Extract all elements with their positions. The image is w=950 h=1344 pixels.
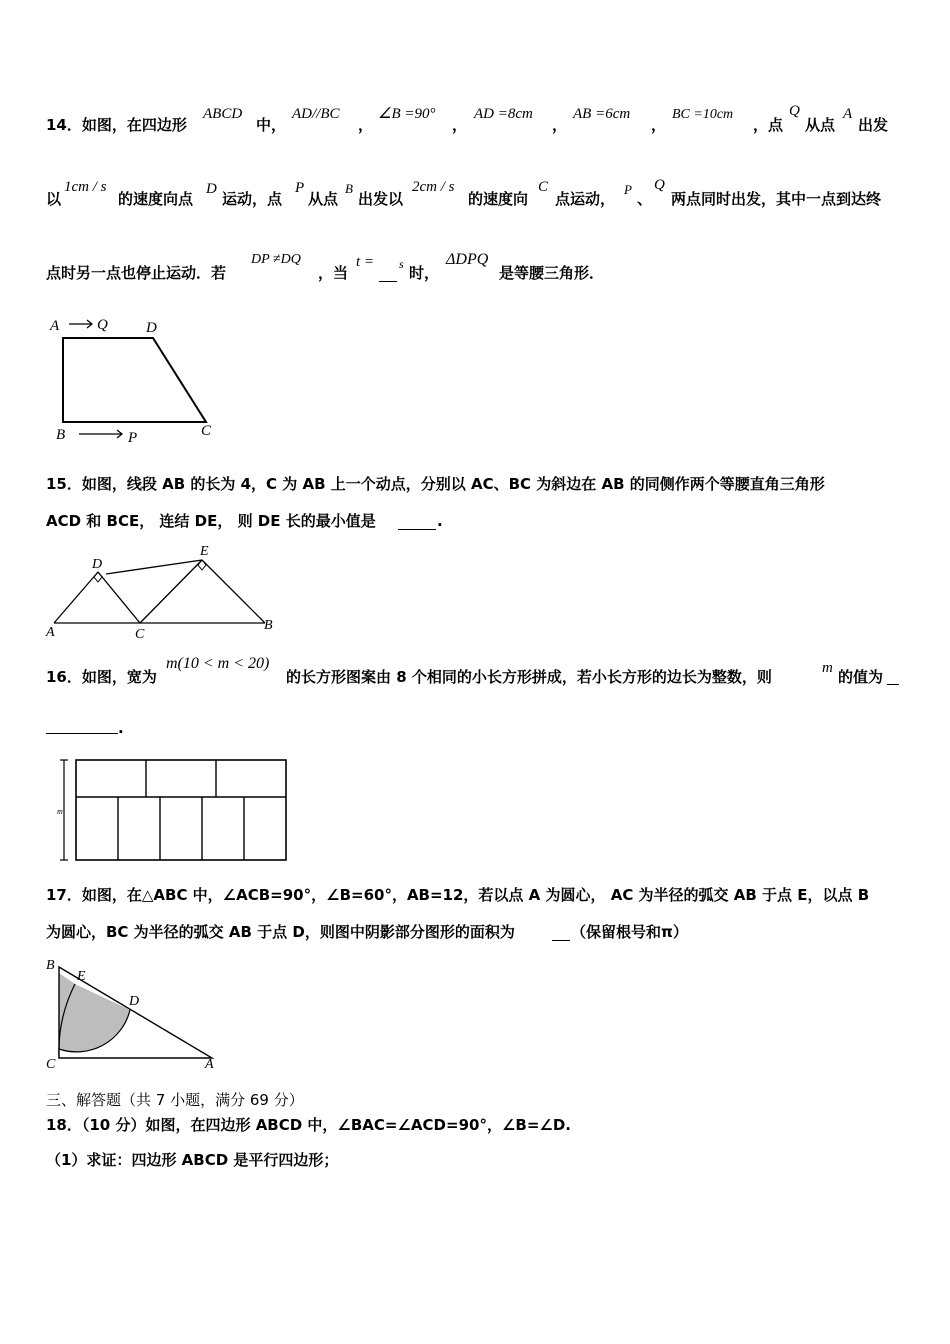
q16-mid: 的长方形图案由 8 个相同的小长方形拼成，若小长方形的边长为整数，则 — [286, 668, 772, 686]
q14-text: 点时另一点也停止运动．若 — [46, 264, 227, 282]
q14-fig-label-d: D — [146, 320, 157, 336]
q14-fig-label-p: P — [128, 430, 138, 446]
q17-line-2: 为圆心，BC 为半径的弧交 AB 于点 D，则图中阴影部分图形的面积为 — [46, 923, 515, 941]
q14-fig-label-q: Q — [97, 317, 108, 333]
q15-line-2: ACD 和 BCE， 连结 DE， 则 DE 长的最小值是 — [46, 512, 376, 530]
q17-figure-triangle — [40, 955, 225, 1075]
q14-math-q: Q — [789, 103, 800, 119]
q14-text: 从点 — [308, 190, 339, 208]
q14-text: 中， — [256, 116, 287, 134]
q17-fig-label-a: A — [205, 1057, 214, 1072]
q14-math-b: B — [345, 181, 353, 196]
q16-fig-label-m: m — [57, 807, 63, 816]
q16-figure-rectangles — [46, 750, 296, 868]
q14-answer-blank[interactable] — [379, 281, 397, 282]
q14-math-v2: 2cm / s — [412, 179, 455, 195]
q14-math-d: D — [206, 181, 217, 197]
q18-line-1: 18．（10 分）如图，在四边形 ABCD 中，∠BAC=∠ACD=90°，∠B=∠D. — [46, 1116, 571, 1134]
q16-tail: 的值为 — [838, 668, 884, 686]
q17-fig-label-e: E — [77, 969, 86, 984]
q14-text: 从点 — [805, 116, 836, 134]
q14-text: ，当 — [318, 264, 349, 282]
q14-math-s: s — [399, 257, 404, 271]
q14-math-t: t = — [356, 254, 375, 270]
q16-answer-blank-start[interactable] — [887, 684, 899, 685]
q14-text: 、 — [637, 190, 653, 208]
q14-text: ， — [452, 116, 468, 134]
q14-text: 出发以 — [358, 190, 404, 208]
q16-math-m: m — [822, 660, 833, 676]
q17-line-1: 17．如图，在△ABC 中，∠ACB=90°，∠B=60°，AB=12，若以点 A 为圆心， AC 为半径的弧交 AB 于点 E，以点 B — [46, 886, 870, 904]
q15-fig-label-b: B — [264, 618, 273, 633]
q14-fig-label-a: A — [50, 318, 60, 334]
q14-fig-label-b: B — [56, 427, 66, 443]
q14-math-triangle: ΔDPQ — [446, 251, 489, 268]
q16-answer-blank[interactable] — [46, 733, 118, 734]
q14-math-p2: P — [624, 182, 632, 197]
q16-line-2-end: . — [118, 719, 124, 737]
q14-fig-label-c: C — [201, 423, 212, 439]
q14-math-neq: DP ≠DQ — [251, 252, 301, 267]
q14-text: 时， — [409, 264, 440, 282]
q17-fig-label-c: C — [46, 1057, 56, 1072]
q14-math-bc: BC =10cm — [672, 107, 734, 122]
q14-text: ， — [358, 116, 374, 134]
q14-math-p: P — [295, 180, 305, 196]
q14-text: ， — [552, 116, 568, 134]
q14-text: 以 — [46, 190, 62, 208]
q18-sub-1: （1）求证：四边形 ABCD 是平行四边形； — [46, 1151, 339, 1169]
q15-fig-label-e: E — [200, 544, 209, 559]
q14-figure-trapezoid — [40, 312, 225, 447]
q14-math-c: C — [538, 179, 549, 195]
q17-line-2-end: （保留根号和π） — [571, 923, 688, 941]
q14-math-v1: 1cm / s — [64, 179, 107, 195]
q14-math-q2: Q — [654, 177, 665, 193]
q14-text: ， — [651, 116, 667, 134]
q16-lead: 16．如图，宽为 — [46, 668, 157, 686]
q15-line-1: 15．如图，线段 AB 的长为 4，C 为 AB 上一个动点，分别以 AC、BC 为斜边在 AB 的同侧作两个等腰直角三角形 — [46, 475, 825, 493]
q14-text: 的速度向 — [468, 190, 529, 208]
q14-text: 运动，点 — [222, 190, 283, 208]
q14-math-a: A — [843, 106, 853, 122]
q16-math-range: m(10 < m < 20) — [166, 655, 270, 672]
q14-text: 出发 — [858, 116, 889, 134]
q14-math-abcd: ABCD — [203, 106, 243, 122]
q15-answer-blank[interactable] — [398, 529, 436, 530]
q17-answer-blank[interactable] — [552, 940, 570, 941]
q14-math-ad: AD =8cm — [474, 106, 533, 122]
q14-math-parallel: AD//BC — [292, 106, 340, 122]
q15-figure-triangles — [40, 540, 280, 645]
q15-fig-label-c: C — [135, 627, 145, 642]
q15-fig-label-d: D — [92, 557, 103, 572]
q14-lead: 14．如图，在四边形 — [46, 116, 187, 134]
q15-line-2-end: . — [437, 512, 443, 530]
q17-fig-label-b: B — [46, 958, 55, 973]
q15-fig-label-a: A — [46, 625, 55, 640]
q14-text: 的速度向点 — [118, 190, 194, 208]
section-3-heading: 三、解答题（共 7 小题，满分 69 分） — [46, 1091, 304, 1109]
q17-fig-label-d: D — [129, 994, 140, 1009]
q14-text: ，点 — [753, 116, 784, 134]
q14-text: 两点同时出发，其中一点到达终 — [671, 190, 882, 208]
q14-math-ab: AB =6cm — [573, 106, 631, 122]
q14-text: 是等腰三角形． — [499, 264, 605, 282]
q14-math-angle: ∠B =90° — [378, 106, 436, 122]
q14-text: 点运动， — [555, 190, 616, 208]
